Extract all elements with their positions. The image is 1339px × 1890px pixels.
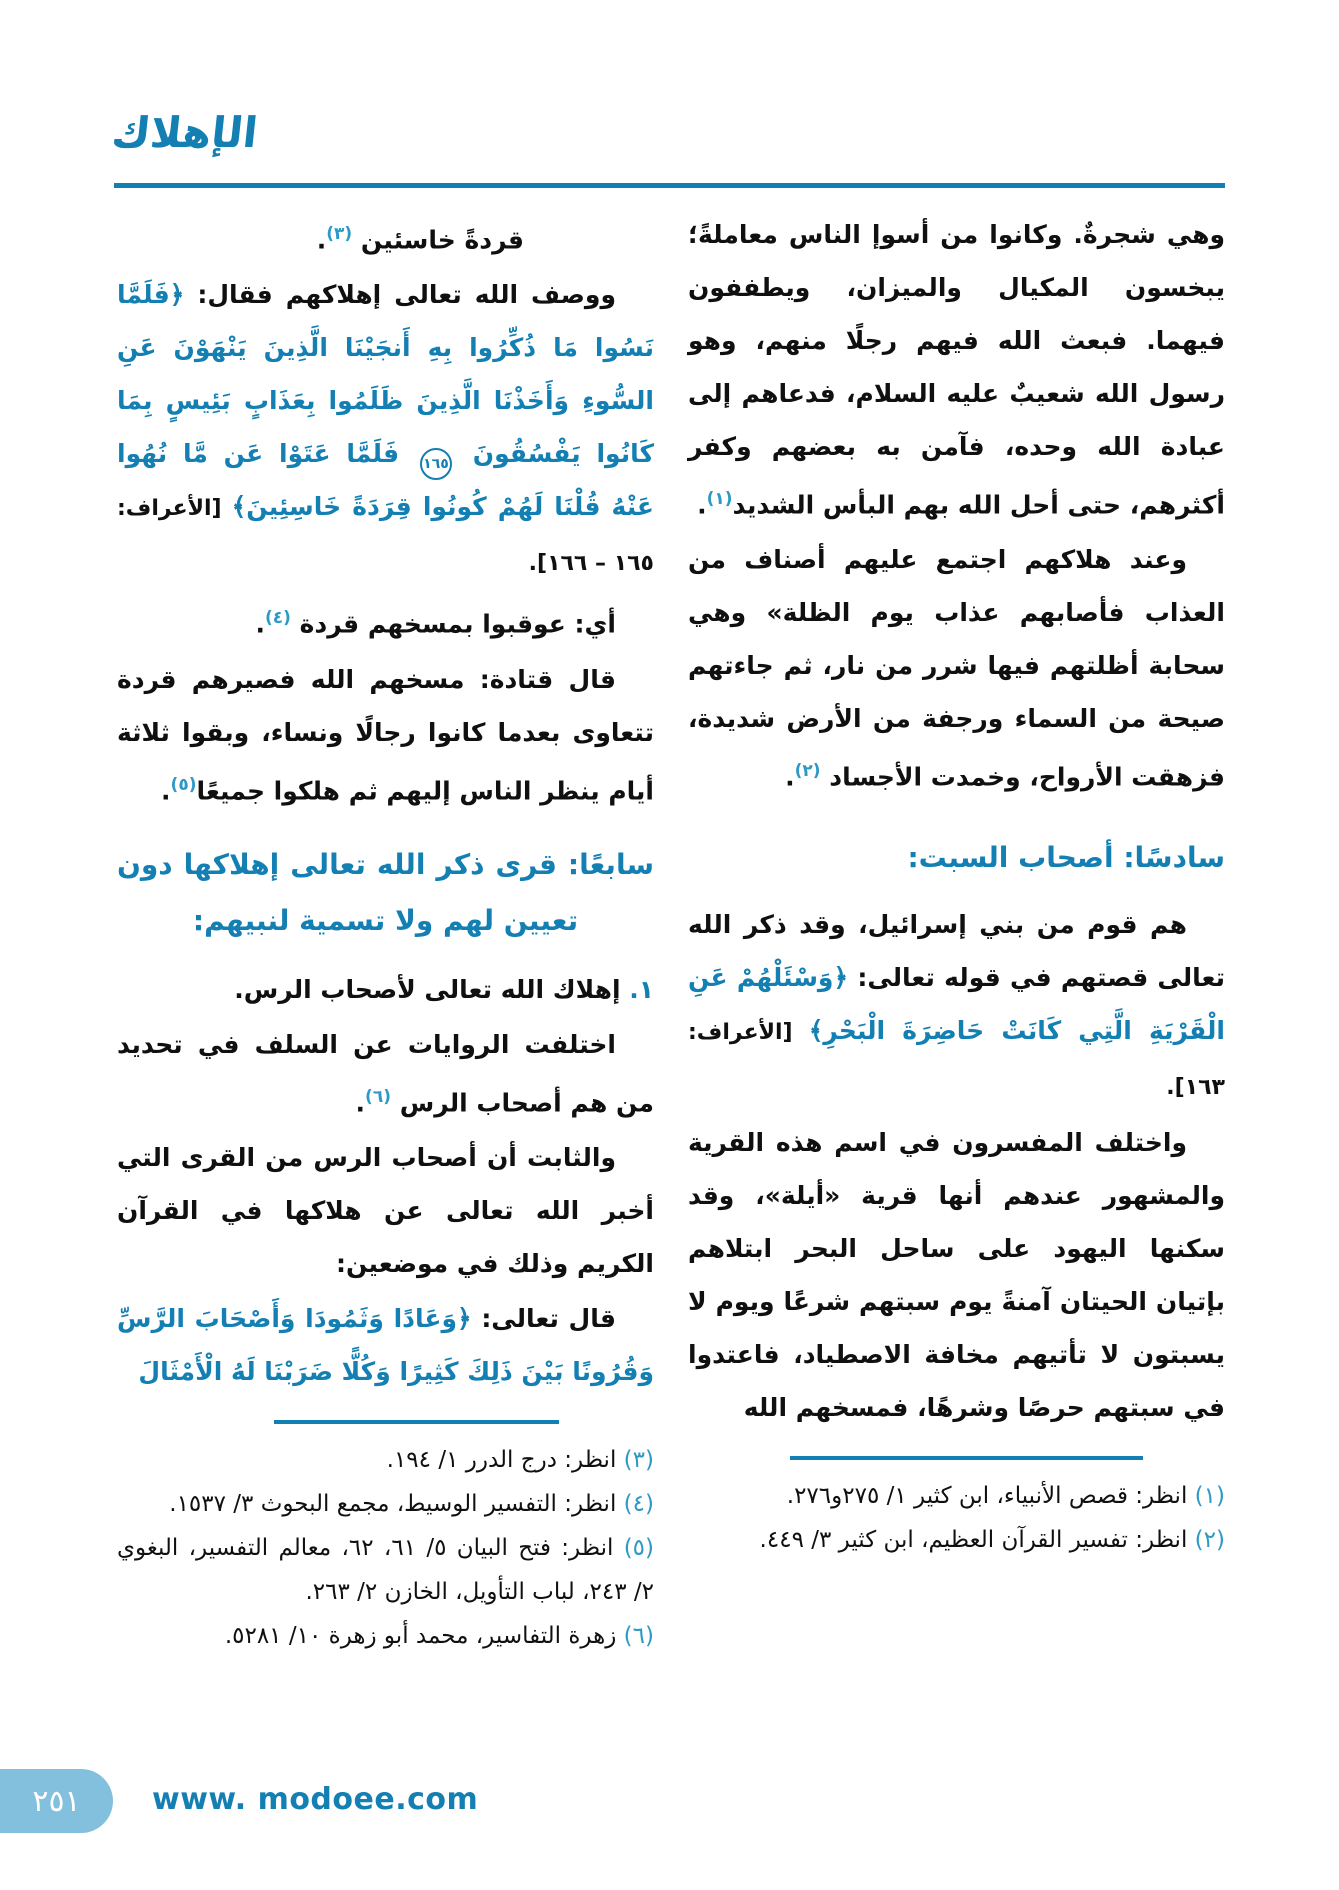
footnote-marker: (٣) xyxy=(326,224,353,244)
body-text: انظر: تفسير القرآن العظيم، ابن كثير ٣/ ٤٤٩. xyxy=(759,1526,1188,1553)
body-text: . xyxy=(697,490,707,520)
footnotes-right xyxy=(688,1474,1225,1562)
body-text: والثابت أن أصحاب الرس من القرى التي أخبر الله تعالى عن هلاكها في القرآن الكريم وذلك في موضعين: xyxy=(117,1143,654,1279)
footnote-2 xyxy=(688,1518,1225,1562)
body-text: اختلفت الروايات عن السلف في تحديد من هم أصحاب الرس xyxy=(117,1030,654,1118)
paragraph-village-ayla xyxy=(688,1116,1225,1434)
body-text: زهرة التفاسير، محمد أبو زهرة ١٠/ ٥٢٨١. xyxy=(224,1623,617,1650)
page-number-pill xyxy=(0,1769,113,1833)
footnote-marker: (٦) xyxy=(616,1623,654,1650)
footnote-separator-right xyxy=(790,1456,1143,1460)
ayah-number-circle: ١٦٥ xyxy=(420,448,452,480)
body-text: انظر: فتح البيان ٥/ ٦١، ٦٢، معالم التفسير، البغوي ٢/ ٢٤٣، لباب التأويل، الخازن ٢/ ٢٦٣. xyxy=(117,1535,654,1606)
paragraph-shuaib-people xyxy=(688,208,1225,531)
footnote-marker: (٦) xyxy=(365,1087,391,1108)
paragraph-araf-verse-165-166 xyxy=(117,268,654,590)
body-text: واختلف المفسرون في اسم هذه القرية والمشهور عندهم أنها قرية «أيلة»، وقد سكنها اليهود على ساحل البحر ابتلاهم بإتيان الحيتان آمنةً يوم سبتهم شرعًا ويوم لا يسبتون لا تأتيهم مخافة الاصطياد، فاعتدوا في سبتهم حرصًا وشرهًا، فمسخهم الله xyxy=(688,1127,1225,1422)
body-text: انظر: قصص الأنبياء، ابن كثير ١/ ٢٧٥و٢٧٦. xyxy=(786,1482,1188,1509)
quran-verse-text: ﴿وَسْئَلْهُمْ عَنِ الْقَرْيَةِ الَّتِي كَانَتْ حَاضِرَةَ الْبَحْرِ﴾ xyxy=(688,962,1225,1045)
verse-reference: [الأعراف: ١٦٣]. xyxy=(688,1019,1225,1100)
paragraph-meaning-transformed xyxy=(117,592,654,650)
paragraph-monkeys-continuation xyxy=(117,208,654,266)
verse-reference: [الأعراف: ١٦٥ – ١٦٦]. xyxy=(117,496,654,577)
footnote-1 xyxy=(688,1474,1225,1518)
footnote-6 xyxy=(117,1614,654,1658)
footnote-marker: (٢) xyxy=(1187,1526,1225,1553)
column-right xyxy=(688,208,1225,1658)
body-text: . xyxy=(355,1088,366,1118)
column-left xyxy=(117,208,654,1658)
paragraph-punishment-day-of-shade xyxy=(688,533,1225,803)
footnote-marker: (١) xyxy=(706,489,733,509)
paragraph-narrations-differ xyxy=(117,1018,654,1129)
body-text: أي: عوقبوا بمسخهم قردة xyxy=(290,609,616,639)
section-heading-sixth-sabbath-people: سادسًا: أصحاب السبت: xyxy=(907,840,1225,874)
quran-verse-text: ﴿فَلَمَّا نَسُوا مَا ذُكِّرُوا بِهِ أَنجَيْنَا الَّذِينَ يَنْهَوْنَ عَنِ السُّوءِ وَأَخَذْنَا الَّذِينَ ظَلَمُوا بِعَذَابٍ بَئِيسٍ بِمَا كَانُوا يَفْسُقُونَ xyxy=(117,280,655,469)
body-text: قال قتادة: مسخهم الله فصيرهم قردة تتعاوى بعدما كانوا رجالًا ونساء، وبقوا ثلاثة أيام ينظر الناس إليهم ثم هلكوا جميعًا xyxy=(117,664,654,806)
footnote-marker: (١) xyxy=(1187,1482,1225,1509)
website-text: www. modoee.com xyxy=(152,1782,479,1817)
body-text: انظر: درج الدرر ١/ ١٩٤. xyxy=(386,1447,617,1474)
text-columns xyxy=(114,208,1225,1658)
paragraph-bani-israel-verse xyxy=(688,898,1225,1114)
footnote-separator-left xyxy=(274,1420,559,1424)
body-text: هم قوم من بني إسرائيل، وقد ذكر الله تعالى قصتهم في قوله تعالى: xyxy=(688,909,1225,992)
paragraph-furqan-verse xyxy=(117,1292,654,1398)
body-text: انظر: التفسير الوسيط، مجمع البحوث ٣/ ١٥٣٧. xyxy=(169,1491,617,1518)
page-number: ٢٥١ xyxy=(32,1783,81,1819)
body-text: إهلاك الله تعالى لأصحاب الرس. xyxy=(234,975,621,1005)
paragraph-rass-in-quran xyxy=(117,1131,654,1290)
footnote-marker: (٥) xyxy=(613,1535,655,1562)
footnote-marker: (٤) xyxy=(616,1491,654,1518)
body-text: قال تعالى: xyxy=(471,1304,616,1334)
body-text: . xyxy=(255,609,265,639)
body-text: . xyxy=(316,225,327,255)
footnote-5 xyxy=(117,1526,654,1614)
footnote-marker: (٢) xyxy=(794,761,821,782)
footnote-4 xyxy=(117,1482,654,1526)
body-text: وهي شجرةٌ. وكانوا من أسوإ الناس معاملةً؛ يبخسون المكيال والميزان، ويطففون فيهما. فبعث الله فيهم رجلًا منهم، وهو رسول الله شعيبٌ عليه السلام، فدعاهم إلى عبادة الله وحده، فآمن به بعضهم وكفر أكثرهم، حتى أحل الله بهم البأس الشديد xyxy=(688,220,1225,520)
body-text: . xyxy=(785,762,795,792)
body-text: ١. xyxy=(620,975,654,1005)
footnote-marker: (٣) xyxy=(616,1447,654,1474)
body-text: . xyxy=(161,776,171,806)
footnote-marker: (٥) xyxy=(170,774,197,795)
header-rule xyxy=(114,183,1225,188)
quran-verse-text: ﴿وَعَادًا وَثَمُودَا وَأَصْحَابَ الرَّسِّ وَقُرُونًا بَيْنَ ذَلِكَ كَثِيرًا وَكُلًّا ضَرَبْنَا لَهُ الْأَمْثَالَ xyxy=(117,1304,654,1387)
body-text: ووصف الله تعالى إهلاكهم فقال: xyxy=(184,280,616,310)
body-text: قردةً خاسئين xyxy=(352,225,524,255)
body-text: وعند هلاكهم اجتمع عليهم أصناف من العذاب فأصابهم عذاب يوم الظلة» وهي سحابة أظلتهم فيها شرر من نار، ثم جاءتهم صيحة من السماء ورجفة من الأرض شديدة، فزهقت الأرواح، وخمدت الأجساد xyxy=(688,545,1225,792)
page-title: الإهلاك xyxy=(109,108,261,157)
paragraph-qatada-quote xyxy=(117,653,654,817)
footnote-marker: (٤) xyxy=(264,608,291,629)
quran-verse-text: فَلَمَّا عَتَوْا عَن مَّا نُهُوا عَنْهُ قُلْنَا لَهُمْ كُونُوا قِرَدَةً خَاسِئِينَ﴾ xyxy=(117,439,654,522)
list-item-people-of-rass xyxy=(117,963,654,1016)
section-heading-seventh-unnamed-villages: سابعًا: قرى ذكر الله تعالى إهلاكها دون تعيين لهم ولا تسمية لنبيهم: xyxy=(117,848,654,938)
footnote-3 xyxy=(117,1438,654,1482)
footnotes-left xyxy=(117,1438,654,1658)
